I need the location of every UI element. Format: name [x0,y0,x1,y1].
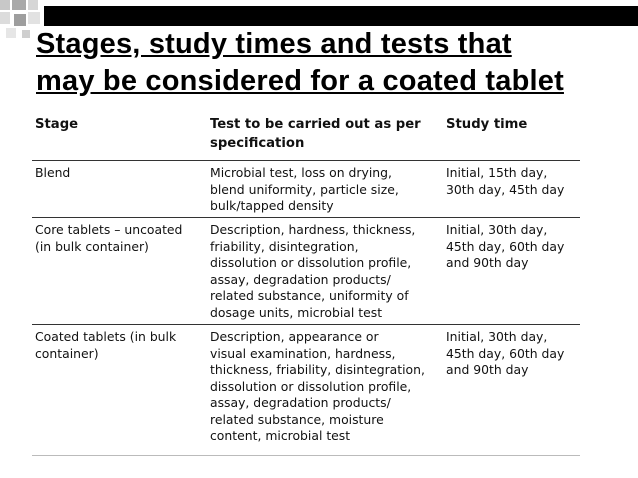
title-bar [44,6,638,26]
tests-cell: Description, appearance or visual examination, hardness, thickness, friability, disintegration, dissolution or dissolution profile, assay, degradation products/ related substance, moisture content, microbial test [210,329,425,443]
table-row [32,160,580,217]
study-time-cell: Initial, 30th day, 45th day, 60th day and 90th day [446,329,565,377]
table-header [32,112,580,160]
deco-square [14,14,26,26]
tests-cell: Description, hardness, thickness, friability, disintegration, dissolution or dissolution profile, assay, degradation products/ related substance, uniformity of dosage units, microbial test [210,222,416,320]
deco-square [6,28,16,38]
table-row [32,324,580,449]
study-time-cell: Initial, 30th day, 45th day, 60th day and 90th day [446,222,565,270]
table-row [32,217,580,324]
table-bottom-rule [32,455,580,456]
stability-table [32,112,580,449]
deco-square [0,12,10,24]
study-time-cell: Initial, 15th day, 30th day, 45th day [446,165,565,197]
header-stage: Stage [35,117,79,132]
title-line: Stages, study times and tests that [36,28,512,60]
deco-square [22,30,30,38]
stage-cell: Blend [35,165,71,180]
deco-square [12,0,26,10]
deco-square [28,12,40,24]
deco-square [28,0,38,10]
tests-cell: Microbial test, loss on drying, blend uniformity, particle size, bulk/tapped density [210,165,399,213]
stage-cell: Coated tablets (in bulk container) [35,329,177,361]
deco-square [0,0,10,10]
header-study-time: Study time [446,117,528,132]
header-tests: Test to be carried out as per specification [210,117,421,151]
title-line: may be considered for a coated tablet [36,65,564,97]
stage-cell: Core tablets – uncoated (in bulk container) [35,222,183,254]
slide-title [36,26,626,100]
